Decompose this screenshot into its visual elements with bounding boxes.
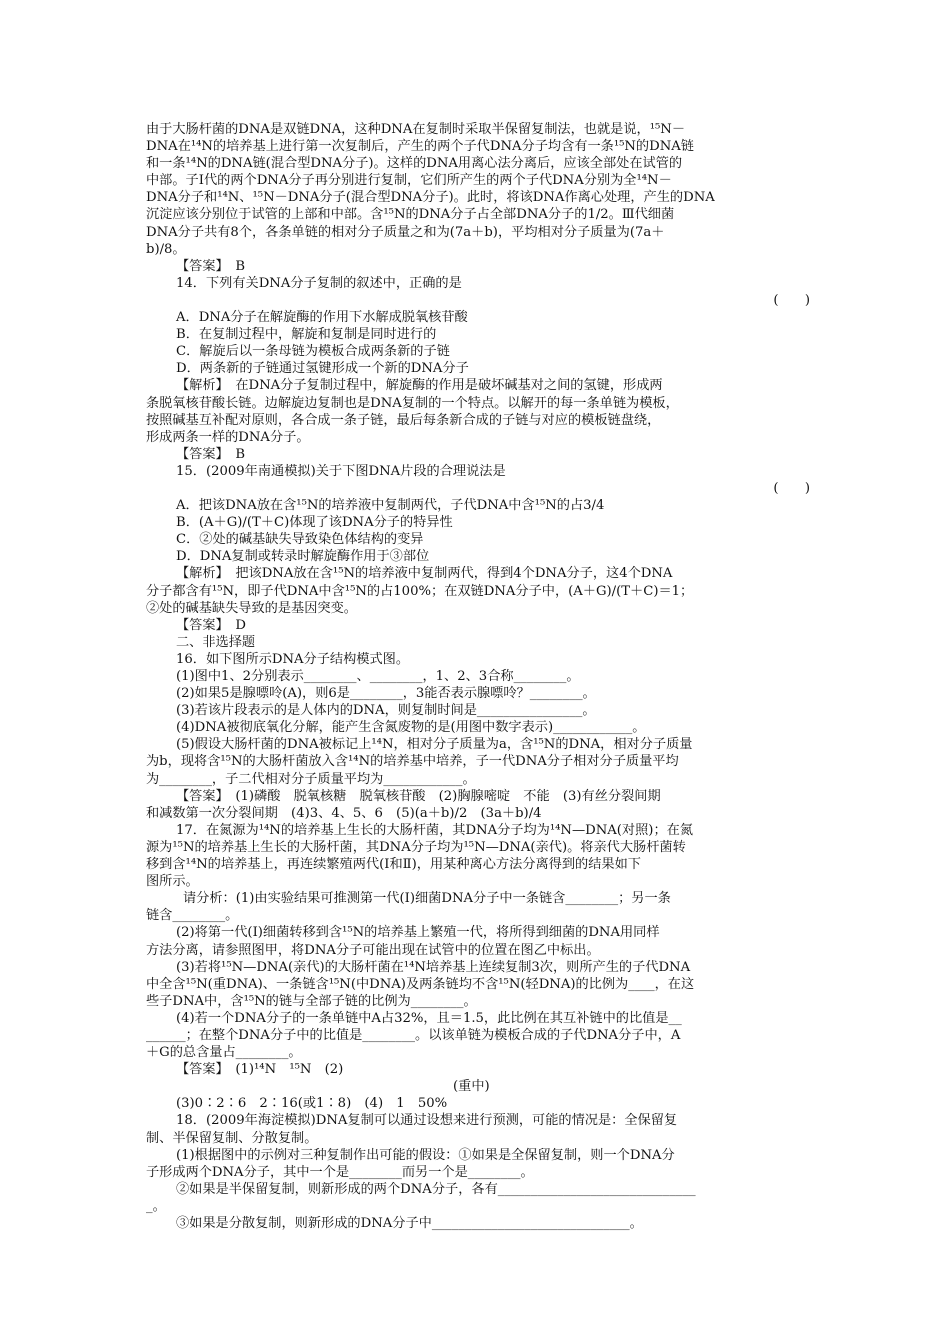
text-line: 分子都含有¹⁵N，即子代DNA中含¹⁵N的占100%；在双链DNA分子中，(A＋G)/(T＋C)＝1； (146, 583, 694, 599)
sub-question: 请分析：(1)由实验结果可推测第一代(Ⅰ)细菌DNA分子中一条链含________；另一条 (183, 891, 671, 907)
text-line: 沉淀应该分别位于试管的上部和中部。含¹⁵N的DNA分子占全部DNA分子的1/2。Ⅲ代细菌 (146, 207, 675, 223)
text-line: 由于大肠杆菌的DNA是双链DNA，这种DNA在复制时采取半保留复制法，也就是说，¹⁵N－ (146, 122, 686, 137)
question-15: 15．(2009年南通模拟)关于下图DNA片段的合理说法是 (176, 463, 506, 479)
text-line: 些子DNA中，含¹⁵N的链与全部子链的比例为________。 (146, 993, 477, 1009)
text-line: DNA分子和¹⁴N、¹⁵N－DNA分子(混合型DNA分子)。此时，将该DNA作离心处理，产生的DNA (146, 190, 715, 206)
sub-question: (4)若一个DNA分子的一条单链中A占32%，且＝1.5，此比例在其互补链中的比值是__ (176, 1010, 682, 1026)
answer-label: 【答案】 (1)¹⁴N ¹⁵N (2) (176, 1062, 344, 1078)
text-line: 为b，现将含¹⁵N的大肠杆菌放入含¹⁴N的培养基中培养，子一代DNA分子相对分子质量平均 (146, 754, 679, 770)
text-line: 为________，子二代相对分子质量平均为____________。 (146, 771, 476, 787)
sub-question: (2)如果5是腺嘌呤(A)，则6是________，3能否表示腺嘌呤？________。 (176, 686, 596, 702)
question-18: 18．(2009年海淀模拟)DNA复制可以通过设想来进行预测，可能的情况是：全保留复 (176, 1113, 678, 1129)
text-line: ＋G的总含量占________。 (146, 1045, 302, 1061)
answer-bracket: ( ) (773, 292, 810, 308)
text-line: 源为¹⁵N的培养基上生长的大肠杆菌，其DNA分子均为¹⁵N—DNA(亲代)。将亲代大肠杆菌转 (146, 839, 686, 855)
option-d: D．两条新的子链通过氢键形成一个新的DNA分子 (176, 361, 469, 377)
option-b: B．(A＋G)/(T＋C)体现了该DNA分子的特异性 (176, 515, 453, 531)
text-line: 形成两条一样的DNA分子。 (146, 429, 310, 445)
text-line: 子形成两个DNA分子，其中一个是________而另一个是________。 (146, 1164, 534, 1180)
text-line: 制、半保留复制、分散复制。 (146, 1130, 318, 1146)
text-line: 图所示。 (146, 874, 199, 890)
text-line: 条脱氧核苷酸长链。边解旋边复制也是DNA复制的一个特点。以解开的每一条单链为模板， (146, 395, 679, 411)
analysis-label: 【解析】 在DNA分子复制过程中，解旋酶的作用是破坏碱基对之间的氢键，形成两 (176, 378, 663, 394)
sub-question: (1)图中1、2分别表示________、________，1、2、3合称________。 (176, 669, 580, 684)
sub-question: (3)若该片段表示的是人体内的DNA，则复制时间是________________。 (176, 703, 596, 719)
text-line: 和一条¹⁴N的DNA链(混合型DNA分子)。这样的DNA用离心法分离后，应该全部处在试管的 (146, 156, 683, 172)
sub-question: (2)将第一代(Ⅰ)细菌转移到含¹⁵N的培养基上繁殖一代，将所得到细菌的DNA用同样 (176, 925, 660, 941)
answer-label: 【答案】 B (176, 446, 246, 462)
text-line: 方法分离，请参照图甲，将DNA分子可能出现在试管中的位置在图乙中标出。 (146, 942, 600, 958)
answer-bracket: ( ) (773, 480, 810, 496)
sub-question: ②如果是半保留复制，则新形成的两个DNA分子，各有______________________________ (176, 1181, 696, 1197)
option-d: D．DNA复制或转录时解旋酶作用于③部位 (176, 549, 430, 565)
text-line: DNA分子共有8个，各条单链的相对分子质量之和为(7a＋b)，平均相对分子质量为(7a＋ (146, 224, 665, 240)
text-line: 按照碱基互补配对原则，各合成一条子链，最后每条新合成的子链与对应的模板链盘绕， (146, 412, 661, 428)
sub-question: (4)DNA被彻底氧化分解，能产生含氮废物的是(用图中数字表示)____________。 (176, 720, 646, 736)
text-line: b)/8。 (146, 241, 186, 257)
text-line: 和减数第一次分裂间期 (4)3、4、5、6 (5)(a＋b)/2 (3a＋b)/4 (146, 805, 542, 821)
option-c: C．解旋后以一条母链为模板合成两条新的子链 (176, 344, 450, 360)
text-line: ②处的碱基缺失导致的是基因突变。 (146, 600, 357, 616)
text-line: 链含________。 (146, 908, 239, 924)
text-line: _。 (146, 1198, 166, 1214)
text-line: 中部。子Ⅰ代的两个DNA分子再分别进行复制，它们所产生的两个子代DNA分别为全¹⁴N－ (146, 173, 672, 189)
answer-label: 【答案】 B (176, 258, 246, 274)
answer-figure-caption: (重中) (453, 1079, 490, 1095)
text-line: (3)0∶2∶6 2∶16(或1∶8) (4) 1 50% (176, 1096, 448, 1112)
text-line: DNA在¹⁴N的培养基上进行第一次复制后，产生的两个子代DNA分子均含有一条¹⁵N的DNA链 (146, 139, 694, 155)
option-c: C．②处的碱基缺失导致染色体结构的变异 (176, 532, 424, 548)
question-14: 14．下列有关DNA分子复制的叙述中，正确的是 (176, 275, 462, 291)
sub-question: (1)根据图中的示例对三种复制作出可能的假设：①如果是全保留复制，则一个DNA分 (176, 1147, 675, 1163)
sub-question: ③如果是分散复制，则新形成的DNA分子中______________________________。 (176, 1216, 643, 1231)
option-a: A．把该DNA放在含¹⁵N的培养液中复制两代，子代DNA中含¹⁵N的占3/4 (176, 498, 605, 514)
text-line: 移到含¹⁴N的培养基上，再连续繁殖两代(Ⅰ和Ⅱ)，用某种离心方法分离得到的结果如下 (146, 857, 641, 873)
option-a: A．DNA分子在解旋酶的作用下水解成脱氧核苷酸 (176, 310, 468, 326)
answer-label: 【答案】 D (176, 617, 246, 633)
analysis-label: 【解析】 把该DNA放在含¹⁵N的培养液中复制两代，得到4个DNA分子，这4个DNA (176, 566, 673, 582)
option-b: B．在复制过程中，解旋和复制是同时进行的 (176, 327, 437, 343)
section-heading: 二、非选择题 (176, 634, 256, 650)
question-16: 16．如下图所示DNA分子结构模式图。 (176, 651, 410, 667)
text-line: ______；在整个DNA分子中的比值是________。以该单链为模板合成的子代DNA分子中，A (146, 1027, 681, 1043)
sub-question: (5)假设大肠杆菌的DNA被标记上¹⁴N，相对分子质量为a，含¹⁵N的DNA，相对分子质量 (176, 737, 693, 753)
question-17: 17．在氮源为¹⁴N的培养基上生长的大肠杆菌，其DNA分子均为¹⁴N—DNA(对照)；在氮 (176, 822, 694, 838)
text-line: 中全含¹⁵N(重DNA)、一条链含¹⁵N(中DNA)及两条链均不含¹⁵N(轻DNA)的比例为____，在这 (146, 976, 695, 992)
sub-question: (3)若将¹⁵N—DNA(亲代)的大肠杆菌在¹⁴N培养基上连续复制3次，则所产生的子代DNA (176, 959, 691, 975)
answer-label: 【答案】 (1)磷酸 脱氧核糖 脱氧核苷酸 (2)胸腺嘧啶 不能 (3)有丝分裂间期 (176, 788, 661, 804)
